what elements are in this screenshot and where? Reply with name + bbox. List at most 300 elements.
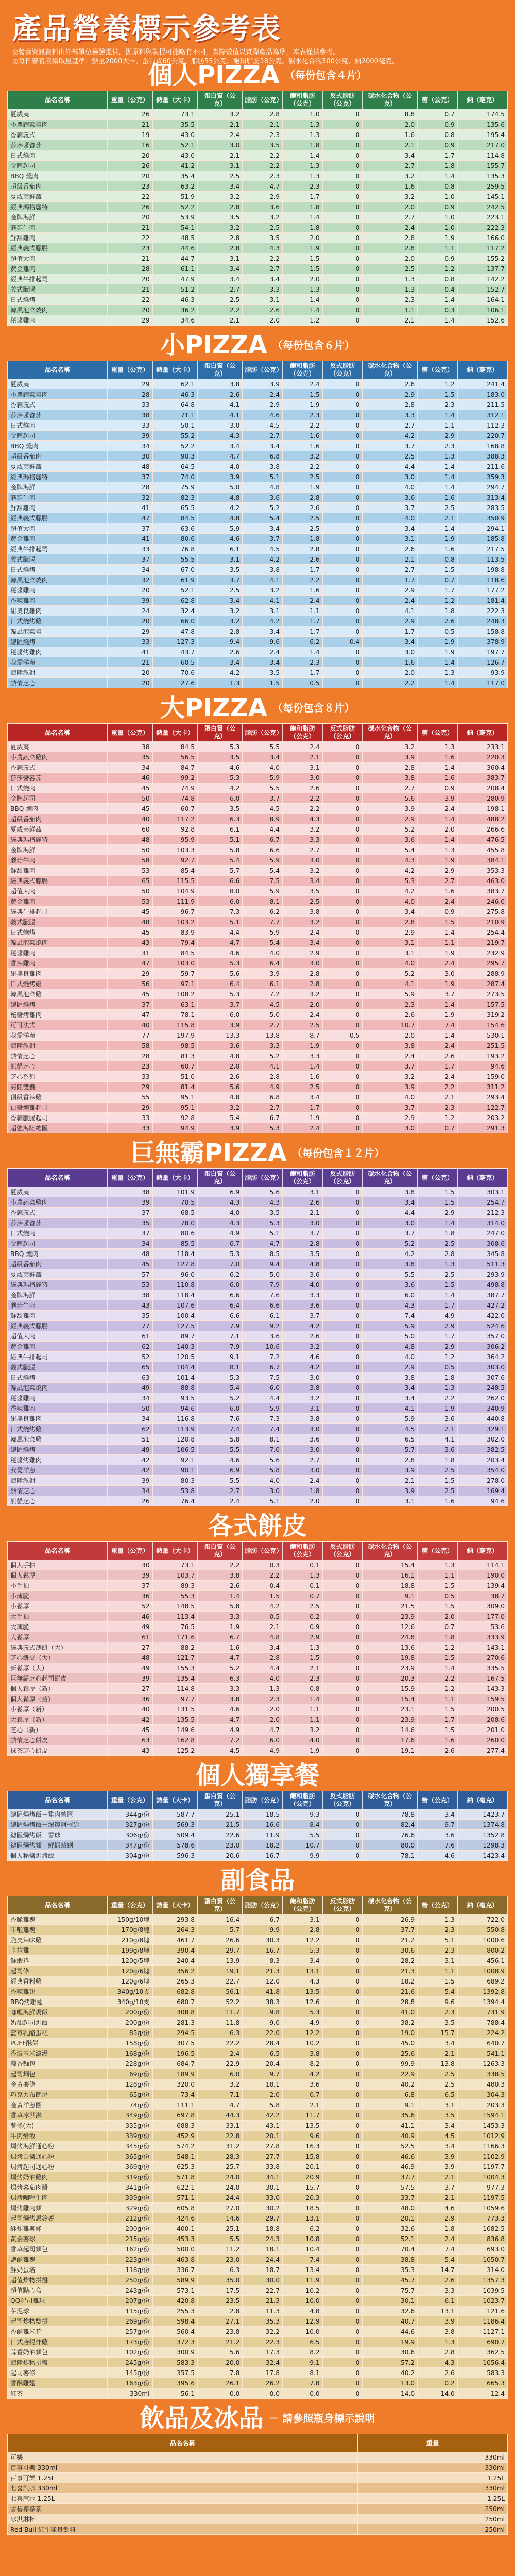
- nutrition-value-cell: 2.4: [283, 1123, 323, 1133]
- table-row: [8, 2162, 508, 2172]
- nutrition-value-cell: 42: [108, 1715, 152, 1725]
- nutrition-value-cell: 6.0: [197, 2069, 242, 2079]
- nutrition-value-cell: 1008.9: [457, 1966, 507, 1976]
- nutrition-value-cell: 0: [322, 917, 363, 927]
- nutrition-value-cell: 3.2: [197, 616, 242, 626]
- table-row: [8, 2483, 508, 2494]
- nutrition-value-cell: 1.6: [283, 1072, 323, 1082]
- table-row: [8, 1966, 508, 1976]
- table-row: [8, 678, 508, 688]
- nutrition-value-cell: 1.9: [283, 1113, 323, 1123]
- nutrition-value-cell: 0: [322, 1103, 363, 1113]
- nutrition-value-cell: 314.0: [457, 2265, 507, 2275]
- nutrition-value-cell: 163g/份: [108, 2378, 152, 2388]
- nutrition-value-cell: 14.6: [197, 2213, 242, 2224]
- nutrition-value-cell: 3.4: [418, 1809, 458, 1820]
- nutrition-value-cell: 0: [322, 1945, 363, 1956]
- nutrition-value-cell: 6.0: [197, 1010, 242, 1020]
- nutrition-value-cell: 29: [108, 626, 152, 637]
- nutrition-value-cell: 247.0: [457, 1228, 507, 1239]
- nutrition-value-cell: 3.1: [283, 1403, 323, 1414]
- nutrition-value-cell: 16.7: [243, 1945, 283, 1956]
- nutrition-value-cell: 3.1: [363, 948, 418, 958]
- nutrition-value-cell: 3.2: [283, 989, 323, 999]
- nutrition-value-cell: 13.8: [418, 2059, 458, 2069]
- nutrition-value-cell: 0: [322, 2368, 363, 2378]
- nutrition-value-cell: 1.9: [418, 534, 458, 544]
- nutrition-value-cell: 74.9: [152, 783, 197, 793]
- table-row: [8, 2296, 508, 2306]
- product-name-cell: 海陸雙饗: [8, 1082, 108, 1092]
- nutrition-table: [7, 723, 508, 1133]
- nutrition-value-cell: 1.6: [418, 493, 458, 503]
- nutrition-value-cell: 0: [322, 1092, 363, 1103]
- nutrition-value-cell: 100.4: [152, 1311, 197, 1321]
- nutrition-value-cell: 1.2: [418, 1642, 458, 1653]
- nutrition-value-cell: 5.4: [197, 1113, 242, 1123]
- product-name-cell: 熊貓芝心: [8, 1061, 108, 1072]
- nutrition-value-cell: 34: [108, 1393, 152, 1403]
- nutrition-value-cell: 333.9: [457, 1632, 507, 1642]
- nutrition-value-cell: 3.8: [363, 773, 418, 783]
- table-row: [8, 1239, 508, 1249]
- nutrition-value-cell: 2.4: [363, 596, 418, 606]
- nutrition-value-cell: 169.4: [457, 1486, 507, 1496]
- product-name-cell: 熱情芝心: [8, 1051, 108, 1061]
- nutrition-value-cell: 2.2: [418, 1673, 458, 1684]
- nutrition-value-cell: 120.8: [152, 1434, 197, 1445]
- nutrition-value-cell: 4.1: [363, 979, 418, 989]
- nutrition-value-cell: 1.7: [283, 668, 323, 678]
- nutrition-value-cell: 1.5: [243, 1591, 283, 1601]
- nutrition-value-cell: 3.5: [243, 233, 283, 243]
- table-header: 脂肪（公克）: [243, 1896, 283, 1914]
- nutrition-value-cell: 0: [322, 2244, 363, 2255]
- table-row: [8, 1997, 508, 2007]
- nutrition-value-cell: 3.3: [243, 284, 283, 295]
- nutrition-value-cell: 0: [322, 503, 363, 513]
- nutrition-value-cell: 1.3: [418, 1914, 458, 1925]
- nutrition-value-cell: 4.7: [197, 1715, 242, 1725]
- table-row: [8, 773, 508, 783]
- product-name-cell: 經典義式臘腸: [8, 876, 108, 886]
- nutrition-value-cell: 20: [108, 305, 152, 315]
- nutrition-value-cell: 2.9: [283, 1632, 323, 1642]
- table-header: 脂肪（公克）: [243, 1791, 283, 1809]
- table-row: [8, 1704, 508, 1715]
- nutrition-value-cell: 0: [322, 2038, 363, 2048]
- nutrition-value-cell: 7.4: [283, 2255, 323, 2265]
- nutrition-value-cell: 13.1: [418, 2306, 458, 2316]
- nutrition-value-cell: 0: [322, 1113, 363, 1123]
- table-row: [8, 1092, 508, 1103]
- nutrition-value-cell: 0: [322, 2069, 363, 2079]
- nutrition-value-cell: 5.8: [197, 845, 242, 855]
- nutrition-value-cell: 5.2: [363, 1239, 418, 1249]
- nutrition-value-cell: 0: [322, 2059, 363, 2069]
- nutrition-value-cell: 6.5: [243, 2048, 283, 2059]
- nutrition-value-cell: 57.2: [363, 2358, 418, 2368]
- product-name-cell: 個人秘醬焗烤飯: [8, 1851, 108, 1861]
- nutrition-value-cell: 574.2: [152, 2141, 197, 2151]
- nutrition-value-cell: 16.4: [197, 1914, 242, 1925]
- nutrition-value-cell: 2.0: [283, 274, 323, 284]
- table-row: [8, 462, 508, 472]
- table-row: [8, 389, 508, 400]
- nutrition-value-cell: 3.2: [243, 212, 283, 223]
- nutrition-value-cell: 45: [108, 927, 152, 938]
- table-header: 重量（公克）: [108, 724, 152, 742]
- nutrition-value-cell: 688.3: [152, 2121, 197, 2131]
- nutrition-value-cell: 3.4: [243, 274, 283, 284]
- nutrition-value-cell: 311.2: [457, 1082, 507, 1092]
- nutrition-value-cell: 14.0: [363, 2388, 418, 2399]
- nutrition-value-cell: 395.6: [152, 2378, 197, 2388]
- nutrition-value-cell: 38: [108, 1290, 152, 1300]
- nutrition-value-cell: 480.3: [457, 2079, 507, 2090]
- nutrition-value-cell: 0: [322, 1622, 363, 1632]
- nutrition-value-cell: 4.8: [243, 482, 283, 493]
- nutrition-value-cell: 8.0: [197, 886, 242, 896]
- nutrition-value-cell: 6.6: [197, 876, 242, 886]
- product-name-cell: 熱情芝心餅皮: [8, 1735, 108, 1745]
- section-title: [7, 330, 508, 361]
- nutrition-value-cell: 583.3: [152, 2358, 197, 2368]
- nutrition-value-cell: 287.4: [457, 979, 507, 989]
- nutrition-value-cell: 250ml: [357, 2504, 507, 2514]
- nutrition-value-cell: 12.0: [243, 1976, 283, 1987]
- nutrition-value-cell: 198.8: [457, 565, 507, 575]
- product-name-cell: 蘑菇牛肉: [8, 223, 108, 233]
- nutrition-value-cell: 18.7: [243, 2265, 283, 2275]
- nutrition-value-cell: 3.0: [283, 1218, 323, 1228]
- product-name-cell: 香蒜義式: [8, 1208, 108, 1218]
- table-header: 碳水化合物（公克）: [363, 91, 418, 109]
- nutrition-value-cell: 245g/份: [108, 2358, 152, 2368]
- nutrition-value-cell: 0.5: [283, 678, 323, 688]
- nutrition-value-cell: 28.4: [243, 2038, 283, 2048]
- nutrition-value-cell: 5.0: [197, 482, 242, 493]
- table-row: [8, 606, 508, 616]
- nutrition-value-cell: 6.6: [243, 845, 283, 855]
- product-name-cell: 金牌起司: [8, 161, 108, 171]
- nutrition-value-cell: 1.8: [418, 1372, 458, 1383]
- table-row: [8, 1581, 508, 1591]
- nutrition-value-cell: 2.1: [363, 554, 418, 565]
- nutrition-value-cell: 113.4: [152, 1612, 197, 1622]
- nutrition-value-cell: 693.0: [457, 2244, 507, 2255]
- nutrition-value-cell: 33: [108, 420, 152, 431]
- nutrition-value-cell: 48: [108, 917, 152, 927]
- nutrition-value-cell: 20: [108, 274, 152, 284]
- nutrition-value-cell: 0: [322, 1476, 363, 1486]
- table-row: [8, 1123, 508, 1133]
- table-header: 碳水化合物（公克）: [363, 1896, 418, 1914]
- nutrition-value-cell: 2.5: [283, 1082, 323, 1092]
- nutrition-value-cell: 31: [108, 948, 152, 958]
- nutrition-value-cell: 118.6: [457, 575, 507, 585]
- product-name-cell: 我愛洋蔥: [8, 1465, 108, 1476]
- nutrition-value-cell: 2.5: [283, 513, 323, 523]
- nutrition-value-cell: 265.3: [152, 1976, 197, 1987]
- product-name-cell: 韓風泡菜雞: [8, 1434, 108, 1445]
- nutrition-table: [7, 1168, 508, 1506]
- nutrition-value-cell: 1.9: [283, 482, 323, 493]
- nutrition-value-cell: 20.3: [363, 1673, 418, 1684]
- nutrition-value-cell: 5.5: [197, 1476, 242, 1486]
- nutrition-value-cell: 3.9: [363, 1486, 418, 1496]
- table-row: [8, 1051, 508, 1061]
- nutrition-value-cell: 80.6: [152, 1228, 197, 1239]
- nutrition-value-cell: 28.8: [363, 1997, 418, 2007]
- product-name-cell: 蒜香麵包: [8, 2059, 108, 2069]
- nutrition-value-cell: 1.2: [418, 1113, 458, 1123]
- nutrition-value-cell: 1.0: [283, 109, 323, 120]
- nutrition-value-cell: 2.3: [418, 1945, 458, 1956]
- nutrition-value-cell: 3.7: [418, 989, 458, 999]
- nutrition-value-cell: 45.7: [363, 2275, 418, 2285]
- nutrition-value-cell: 3.0: [283, 1465, 323, 1476]
- table-row: [8, 1228, 508, 1239]
- nutrition-value-cell: 50: [108, 886, 152, 896]
- nutrition-value-cell: 8.2: [283, 2059, 323, 2069]
- nutrition-value-cell: 4.5: [243, 544, 283, 554]
- nutrition-value-cell: 0: [322, 1082, 363, 1092]
- nutrition-value-cell: 3.3: [197, 1612, 242, 1622]
- table-row: [8, 1976, 508, 1987]
- section-title-note: （每份包含１２片）: [291, 1147, 385, 1159]
- product-name-cell: Red Bull 紅牛能量飲料: [8, 2524, 358, 2535]
- table-row: [8, 999, 508, 1010]
- product-name-cell: 夏威夷: [8, 379, 108, 389]
- nutrition-value-cell: 1392.8: [457, 1987, 507, 1997]
- nutrition-value-cell: 20.9: [283, 2172, 323, 2182]
- table-row: [8, 783, 508, 793]
- nutrition-value-cell: 0: [322, 554, 363, 565]
- nutrition-value-cell: 19.9: [363, 2337, 418, 2347]
- nutrition-value-cell: 349g/份: [108, 2110, 152, 2121]
- nutrition-value-cell: 4.2: [283, 1362, 323, 1372]
- nutrition-value-cell: 583.3: [457, 2368, 507, 2378]
- table-row: [8, 793, 508, 804]
- nutrition-value-cell: 3.0: [197, 140, 242, 150]
- nutrition-value-cell: 1.5: [418, 1725, 458, 1735]
- table-row: [8, 2327, 508, 2337]
- nutrition-value-cell: 4.0: [197, 1208, 242, 1218]
- nutrition-value-cell: 62.1: [152, 379, 197, 389]
- nutrition-value-cell: 0: [322, 1269, 363, 1280]
- nutrition-value-cell: 2.1: [418, 513, 458, 523]
- nutrition-value-cell: 26.2: [243, 2378, 283, 2388]
- product-name-cell: 超值大肉: [8, 523, 108, 534]
- nutrition-value-cell: 6.1: [418, 2296, 458, 2306]
- nutrition-value-cell: 70.4: [363, 2244, 418, 2255]
- product-name-cell: 個人鬆厚（新）: [8, 1684, 108, 1694]
- nutrition-value-cell: 5.6: [363, 793, 418, 804]
- nutrition-value-cell: 422.0: [457, 1311, 507, 1321]
- nutrition-value-cell: 303.0: [457, 1362, 507, 1372]
- nutrition-value-cell: 135.3: [457, 171, 507, 181]
- table-row: [8, 2203, 508, 2213]
- nutrition-value-cell: 18.5: [283, 2203, 323, 2213]
- nutrition-value-cell: 4.2: [363, 866, 418, 876]
- nutrition-value-cell: 0: [322, 814, 363, 824]
- nutrition-value-cell: 84.7: [152, 762, 197, 773]
- nutrition-value-cell: 3.6: [418, 1830, 458, 1840]
- nutrition-value-cell: 1.6: [418, 1496, 458, 1506]
- nutrition-value-cell: 45: [108, 1725, 152, 1735]
- nutrition-value-cell: 2.1: [418, 2172, 458, 2182]
- nutrition-value-cell: 95.9: [152, 835, 197, 845]
- nutrition-value-cell: 2.3: [243, 171, 283, 181]
- nutrition-value-cell: 3.4: [283, 1092, 323, 1103]
- nutrition-value-cell: 6.1: [243, 1311, 283, 1321]
- table-row: [8, 2306, 508, 2316]
- nutrition-value-cell: 1.1: [418, 938, 458, 948]
- nutrition-value-cell: 3.8: [363, 1372, 418, 1383]
- nutrition-value-cell: 1.4: [418, 927, 458, 938]
- nutrition-value-cell: 2.6: [418, 1745, 458, 1756]
- nutrition-value-cell: 92.1: [152, 1455, 197, 1465]
- nutrition-value-cell: 49: [108, 1445, 152, 1455]
- nutrition-value-cell: 103.0: [152, 958, 197, 969]
- nutrition-value-cell: 0.9: [418, 202, 458, 212]
- nutrition-value-cell: 0: [322, 253, 363, 264]
- table-header: 鈉（毫克）: [457, 724, 507, 742]
- product-name-cell: 個人鬆厚: [8, 1570, 108, 1581]
- nutrition-value-cell: 7.4: [363, 1311, 418, 1321]
- nutrition-value-cell: 171.6: [152, 1632, 197, 1642]
- nutrition-value-cell: 2.5: [418, 1465, 458, 1476]
- table-header: 鈉（毫克）: [457, 1791, 507, 1809]
- nutrition-value-cell: 598.4: [152, 2316, 197, 2327]
- nutrition-value-cell: 57: [108, 1269, 152, 1280]
- product-name-cell: 海陸派對: [8, 1476, 108, 1486]
- product-name-cell: 個人手拍: [8, 1560, 108, 1570]
- nutrition-value-cell: 20: [108, 212, 152, 223]
- table-row: [8, 295, 508, 305]
- product-name-cell: 香蒜臘腸起司: [8, 1113, 108, 1123]
- product-name-cell: 經典牛排起司: [8, 274, 108, 284]
- nutrition-value-cell: 116.8: [152, 1414, 197, 1424]
- nutrition-value-cell: 1.5: [418, 1976, 458, 1987]
- nutrition-value-cell: 20.0: [197, 2358, 242, 2368]
- nutrition-value-cell: 114.1: [457, 1560, 507, 1570]
- nutrition-value-cell: 45: [108, 783, 152, 793]
- nutrition-value-cell: 304.3: [457, 2090, 507, 2100]
- nutrition-value-cell: 2.1: [418, 1092, 458, 1103]
- nutrition-value-cell: 10.8: [283, 2234, 323, 2244]
- nutrition-value-cell: 2.5: [197, 171, 242, 181]
- nutrition-value-cell: 3.7: [363, 441, 418, 451]
- nutrition-value-cell: 0: [322, 647, 363, 657]
- table-row: [8, 2007, 508, 2018]
- table-header: 糖（公克）: [418, 1896, 458, 1914]
- nutrition-value-cell: 259.5: [457, 181, 507, 192]
- nutrition-value-cell: 222.3: [457, 223, 507, 233]
- nutrition-value-cell: 2.8: [363, 762, 418, 773]
- table-row: [8, 1414, 508, 1424]
- nutrition-value-cell: 3.0: [283, 1372, 323, 1383]
- nutrition-value-cell: 34.1: [243, 2172, 283, 2182]
- nutrition-value-cell: 0: [322, 1259, 363, 1269]
- nutrition-value-cell: 5.8: [243, 2100, 283, 2110]
- nutrition-value-cell: 120g/6塊: [108, 1976, 152, 1987]
- nutrition-value-cell: 75.9: [152, 482, 197, 493]
- nutrition-value-cell: 13.9: [197, 1956, 242, 1966]
- nutrition-value-cell: 2.2: [283, 804, 323, 814]
- nutrition-value-cell: 85.5: [152, 1239, 197, 1249]
- nutrition-table: [7, 1896, 508, 2399]
- table-row: [8, 379, 508, 389]
- table-row: [8, 1259, 508, 1269]
- nutrition-value-cell: 46: [108, 1612, 152, 1622]
- nutrition-value-cell: 4.1: [197, 410, 242, 420]
- nutrition-value-cell: 4.8: [363, 1342, 418, 1352]
- nutrition-value-cell: 7.8: [197, 2368, 242, 2378]
- nutrition-value-cell: 76.8: [152, 544, 197, 554]
- nutrition-value-cell: 33: [108, 544, 152, 554]
- table-row: [8, 400, 508, 410]
- product-name-cell: 總匯燒烤: [8, 999, 108, 1010]
- nutrition-value-cell: 95.1: [152, 1092, 197, 1103]
- nutrition-value-cell: 2.4: [363, 223, 418, 233]
- table-row: [8, 503, 508, 513]
- product-name-cell: 我愛洋蔥: [8, 657, 108, 668]
- product-name-cell: BBQ 燻肉: [8, 171, 108, 181]
- nutrition-value-cell: 1.4: [283, 647, 323, 657]
- nutrition-value-cell: 2.6: [363, 379, 418, 389]
- nutrition-value-cell: 2.4: [283, 379, 323, 389]
- nutrition-value-cell: 7.9: [243, 1280, 283, 1290]
- nutrition-value-cell: 2.3: [363, 295, 418, 305]
- product-name-cell: 我愛洋蔥: [8, 1030, 108, 1041]
- nutrition-value-cell: 596.3: [152, 1851, 197, 1861]
- nutrition-value-cell: 4.7: [197, 1653, 242, 1663]
- product-name-cell: 卡拉雞: [8, 1945, 108, 1956]
- nutrition-value-cell: 24.4: [197, 2193, 242, 2203]
- nutrition-value-cell: 0: [322, 585, 363, 596]
- nutrition-value-cell: 1.6: [418, 886, 458, 896]
- nutrition-value-cell: 1.2: [418, 1684, 458, 1694]
- table-row: [8, 1820, 508, 1830]
- page-title: 產品營養標示參考表: [12, 12, 281, 46]
- nutrition-value-cell: 5.5: [283, 1830, 323, 1840]
- nutrition-value-cell: 573.1: [152, 2285, 197, 2296]
- nutrition-value-cell: 0.3: [243, 1560, 283, 1570]
- table-row: [8, 1632, 508, 1642]
- nutrition-value-cell: 4.1: [363, 1403, 418, 1414]
- nutrition-value-cell: 7.4: [243, 1424, 283, 1434]
- nutrition-value-cell: 1.9: [418, 233, 458, 243]
- nutrition-value-cell: 1.2: [418, 596, 458, 606]
- nutrition-value-cell: 27: [108, 1642, 152, 1653]
- table-row: [8, 1208, 508, 1218]
- sections-container: [0, 60, 515, 2539]
- nutrition-value-cell: 26.9: [363, 1914, 418, 1925]
- nutrition-value-cell: 1.3: [418, 451, 458, 462]
- nutrition-value-cell: 36.2: [152, 305, 197, 315]
- nutrition-value-cell: 350.9: [457, 513, 507, 523]
- table-header: 蛋白質（公克）: [197, 1896, 242, 1914]
- nutrition-value-cell: 3.0: [283, 1424, 323, 1434]
- nutrition-value-cell: 37: [108, 999, 152, 1010]
- nutrition-value-cell: 4.2: [197, 668, 242, 678]
- nutrition-value-cell: 0: [322, 233, 363, 243]
- nutrition-value-cell: 1.8: [283, 1486, 323, 1496]
- table-header: 鈉（毫克）: [457, 1542, 507, 1560]
- nutrition-value-cell: 5.1: [243, 1496, 283, 1506]
